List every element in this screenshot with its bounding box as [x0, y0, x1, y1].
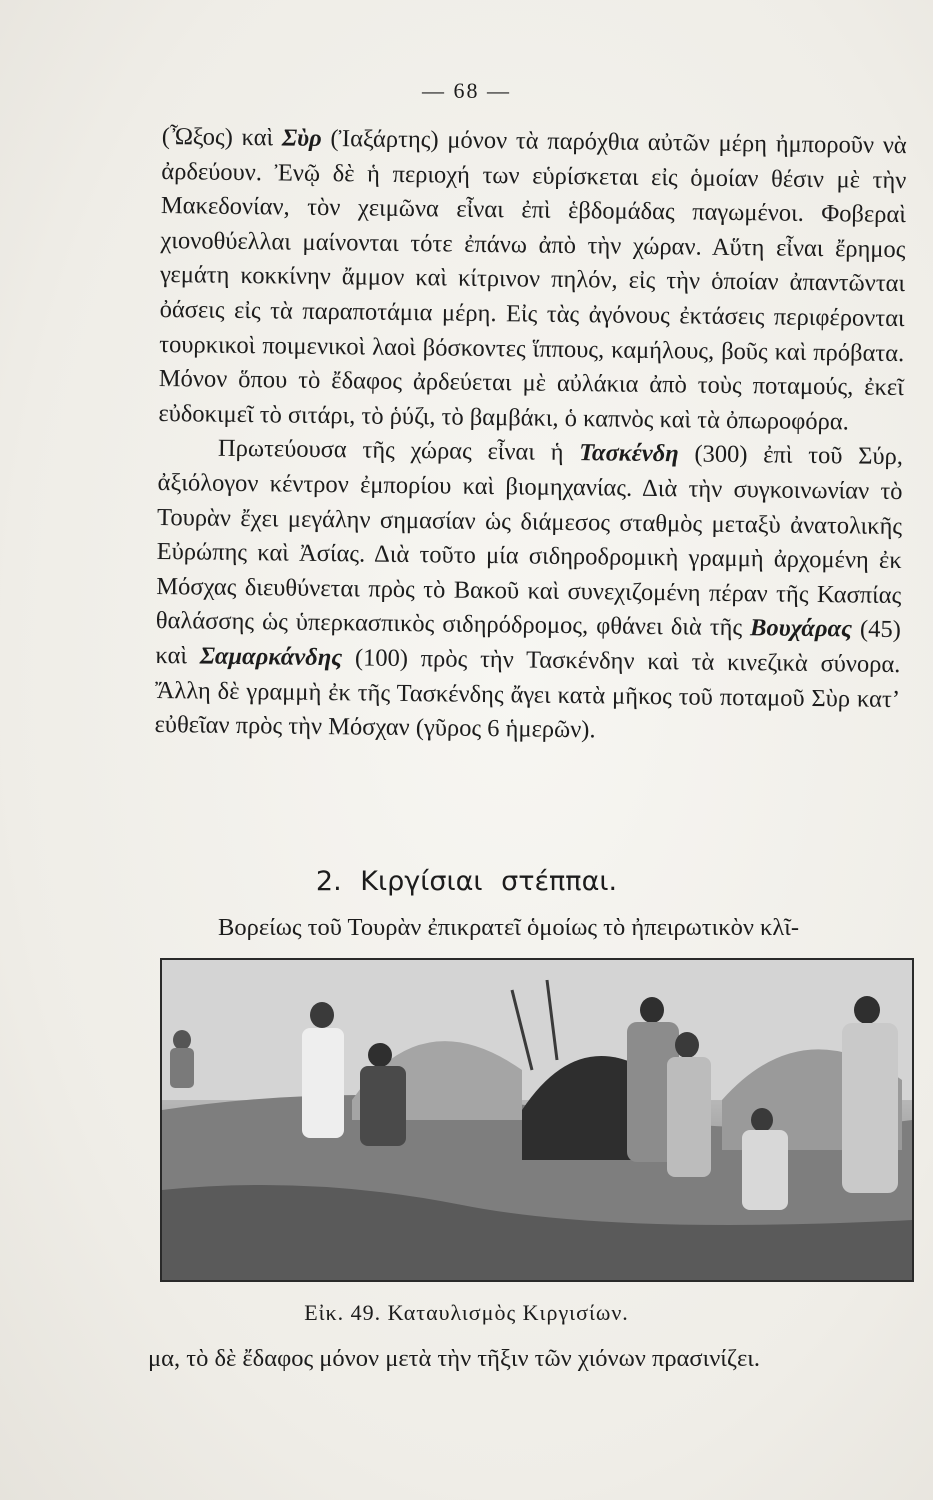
text-run: (100) πρὸς τὴν Τασκένδην καὶ τὰ κινεζικὰ σύνορα. Ἄλλη δὲ γραμμὴ ἐκ τῆς Τασκένδης ἄγει κατὰ μῆκος τοῦ ποταμοῦ Σὺρ κατ’ εὐθεῖαν πρὸς τὴν Μόσχαν (γῦρος 6 ἡμερῶν). [154, 644, 901, 744]
continuation-text: μα, τὸ δὲ ἔδαφος μόνον μετὰ τὴν τῆξιν τῶν χιόνων πρασινίζει. [148, 1345, 761, 1372]
text-run: (300) ἐπὶ τοῦ Σύρ, ἀξιόλογον κέντρον ἐμπορίου καὶ βιομηχανίας. Διὰ τὴν συγκοινωνίαν τὸ Τουρὰν ἔχει μεγάλην σημασίαν ὡς διάμεσος σταθμὸς μεταξὺ ἀνατολικῆς Εὐρώπης καὶ Ἀσίας. Διὰ τοῦτο μία σιδηροδρομικὴ γραμμὴ ἀρχομένη ἐκ Μόσχας διευθύνεται πρὸς τὸ Βακοῦ καὶ συνεχιζομένη πέραν τῆς Κασπίας θαλάσσης ὡς ὑπερκασπικὸς σιδηρόδρομος, φθάνει διὰ τῆς [155, 440, 904, 642]
place-name: Σὺρ [281, 124, 322, 152]
page-number: — 68 — [422, 78, 511, 103]
place-name: Τασκένδη [579, 439, 679, 468]
text-run: (Ἰαξάρτης) μόνον τὰ παρόχθια αὐτῶν μέρη ἠμποροῦν νὰ ἀρδεύουν. Ἐνῷ δὲ ἡ περιοχή των εὑρίσκεται εἰς ὁμοίαν θέσιν μὲ τὴν Μακεδονίαν, τὸν χειμῶνα εἶναι ἐπὶ ἑβδομάδας παγωμένοι. Φοβεραὶ χιονοθύελλαι μαίνονται τότε ἐπάνω ἀπὸ τὴν χώραν. Αὕτη εἶναι ἔρημος γεμάτη κοκκίνην ἄμμον καὶ κίτρινον πηλόν, εἰς τὴν ὁποίαν ἀπαντῶνται ὀάσεις εἰς τὰ παραποτάμια μέρη. Εἰς τὰς ἀγόνους ἐκτάσεις περιφέρονται τουρκικοὶ ποιμενικοὶ λαοὶ βόσκοντες ἵππους, καμήλους, βοῦς καὶ πρόβατα. Μόνον ὅπου τὸ ἔδαφος ἀρδεύεται μὲ αὐλάκια ἀπὸ τοὺς ποταμούς, ἐκεῖ εὐδοκιμεῖ τὸ σιτάρι, τὸ ῥύζι, τὸ βαμβάκι, ὁ καπνὸς καὶ τὰ ὀπωροφόρα. [158, 124, 907, 436]
body-text [154, 120, 907, 752]
section-intro-text: Βορείως τοῦ Τουρὰν ἐπικρατεῖ ὁμοίως τὸ ἠπειρωτικὸν κλῖ- [218, 914, 800, 941]
text-run: Πρωτεύουσα τῆς χώρας εἶναι ἡ [217, 435, 580, 467]
section-heading: 2. Κιργίσιαι στέππαι. [315, 866, 618, 897]
figure-caption: Εἰκ. 49. Καταυλισμὸς Κιργισίων. [304, 1300, 629, 1325]
figure-photo-kirghiz-camp [160, 958, 914, 1282]
text-run: (45) καὶ [155, 615, 901, 670]
place-name: Σαμαρκάνδης [199, 642, 343, 672]
place-name: Βουχάρας [749, 614, 853, 643]
paragraph-2 [154, 431, 903, 751]
text-run: (Ὦξος) καὶ [161, 122, 283, 152]
paragraph-1 [158, 120, 907, 440]
